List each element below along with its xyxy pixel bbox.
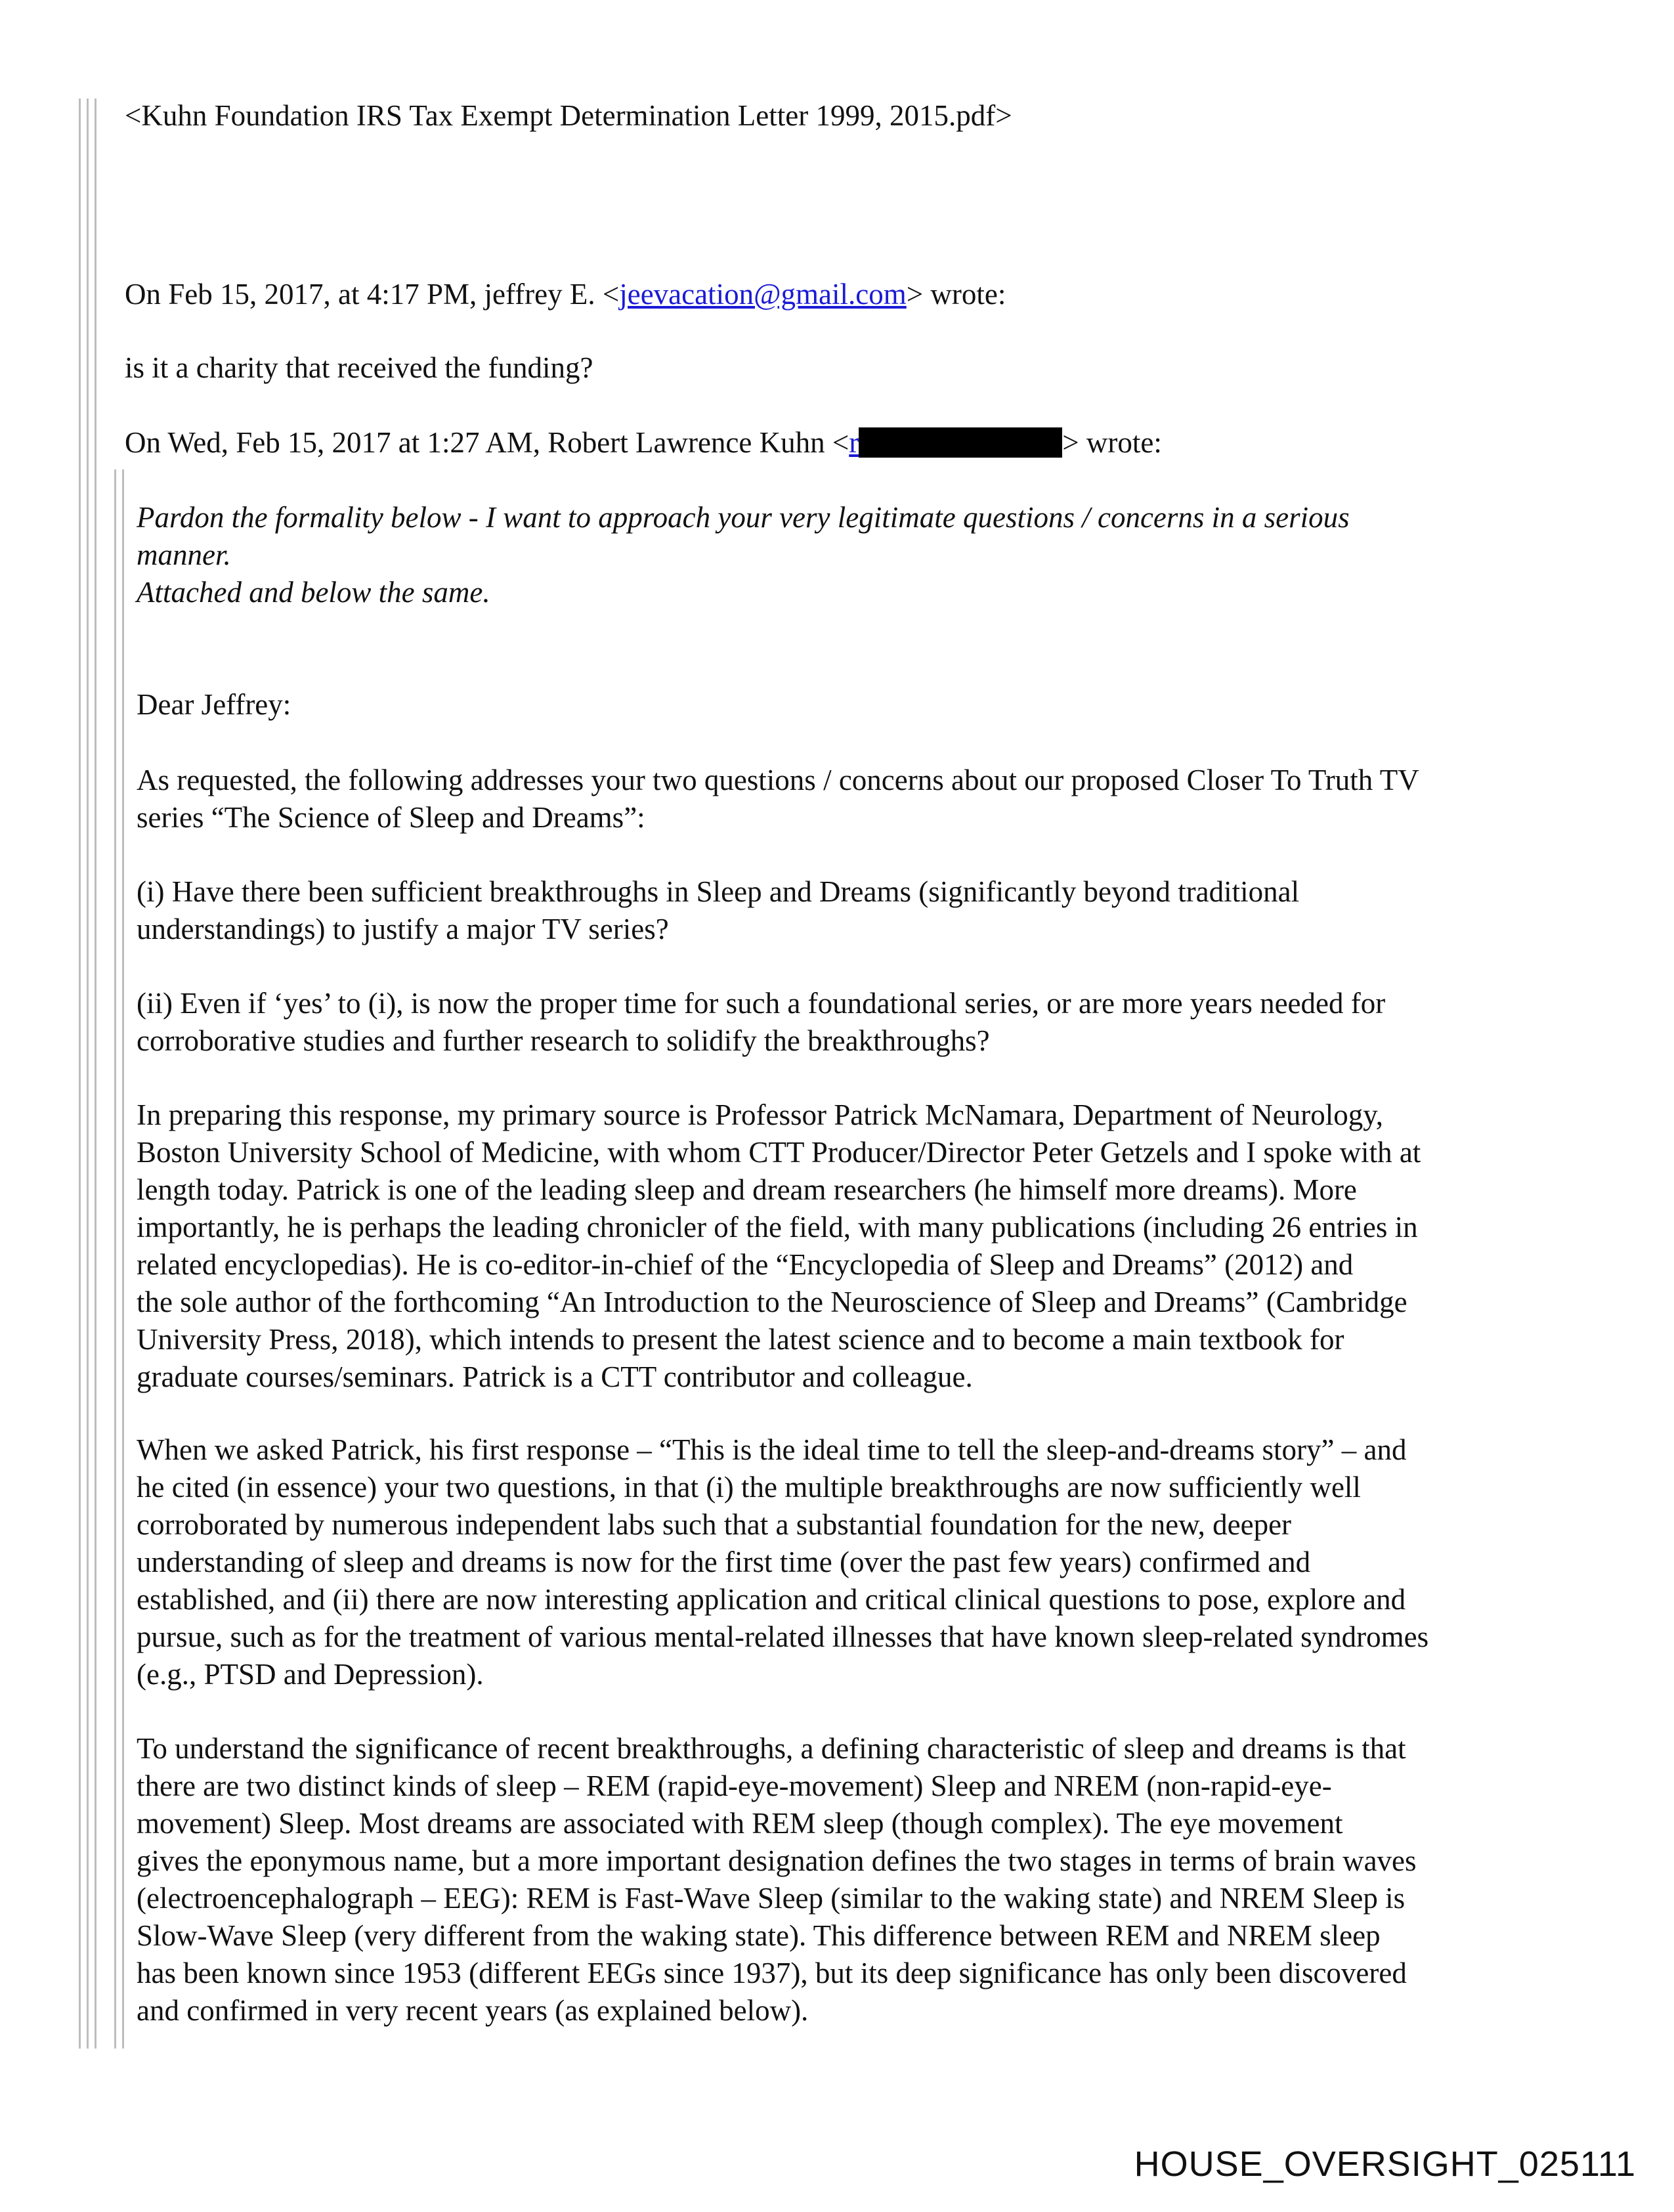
kuhn-intro-note [137, 499, 1350, 611]
paragraph-line: he cited (in essence) your two questions, in that (i) the multiple breakthroughs are now sufficiently well [137, 1471, 1361, 1504]
paragraph-line: (ii) Even if ‘yes’ to (i), is now the proper time for such a foundational series, or are more years needed for [137, 987, 1386, 1020]
header-jeffrey-suffix: > wrote: [906, 278, 1006, 311]
intro-line: manner. [137, 538, 231, 571]
paragraph-patrick-response [137, 1431, 1428, 1693]
intro-line: Attached and below the same. [137, 576, 490, 609]
paragraph-line: In preparing this response, my primary source is Professor Patrick McNamara, Department of Neurology, [137, 1098, 1384, 1131]
paragraph-line: Slow-Wave Sleep (very different from the waking state). This difference between REM and NREM sleep [137, 1919, 1381, 1952]
paragraph-line: graduate courses/seminars. Patrick is a CTT contributor and colleague. [137, 1360, 973, 1393]
paragraph-line: pursue, such as for the treatment of various mental-related illnesses that have known sleep-related syndromes [137, 1620, 1429, 1653]
quote-bar-outer-1 [79, 98, 81, 2049]
paragraph-line: understanding of sleep and dreams is now for the first time (over the past few years) confirmed and [137, 1546, 1311, 1578]
paragraph-line: corroborated by numerous independent labs such that a substantial foundation for the new, deeper [137, 1508, 1292, 1541]
paragraph-line: gives the eponymous name, but a more important designation defines the two stages in terms of brain waves [137, 1844, 1417, 1877]
jeffrey-email-link[interactable]: jeevacation@gmail.com [619, 278, 907, 311]
attachment-name[interactable]: <Kuhn Foundation IRS Tax Exempt Determination Letter 1999, 2015.pdf> [125, 99, 1012, 132]
paragraph-line: As requested, the following addresses your two questions / concerns about our proposed Closer To Truth TV [137, 764, 1419, 796]
paragraph-question-2 [137, 985, 1385, 1060]
paragraph-line: To understand the significance of recent breakthroughs, a defining characteristic of sleep and dreams is that [137, 1732, 1406, 1765]
header-jeffrey-prefix: On Feb 15, 2017, at 4:17 PM, jeffrey E. < [125, 278, 620, 311]
paragraph-line: and confirmed in very recent years (as explained below). [137, 1994, 809, 2027]
paragraph-line: importantly, he is perhaps the leading chronicler of the field, with many publications (including 26 entries in [137, 1211, 1418, 1244]
paragraph-line: corroborative studies and further research to solidify the breakthroughs? [137, 1024, 990, 1057]
intro-line: Pardon the formality below - I want to approach your very legitimate questions / concerns in a serious [137, 501, 1350, 534]
paragraph-line: related encyclopedias). He is co-editor-in-chief of the “Encyclopedia of Sleep and Dreams” (2012) and [137, 1248, 1354, 1281]
paragraph-line: (i) Have there been sufficient breakthroughs in Sleep and Dreams (significantly beyond traditional [137, 875, 1300, 908]
paragraph-line: the sole author of the forthcoming “An Introduction to the Neuroscience of Sleep and Dreams” (Cambridge [137, 1286, 1407, 1318]
email-header-kuhn [125, 424, 1162, 462]
header-kuhn-suffix: > wrote: [1062, 426, 1162, 459]
paragraph-line: (electroencephalograph – EEG): REM is Fast-Wave Sleep (similar to the waking state) and NREM Sleep is [137, 1882, 1406, 1915]
paragraph-line: has been known since 1953 (different EEGs since 1937), but its deep significance has only been discovered [137, 1957, 1407, 1989]
paragraph-line: movement) Sleep. Most dreams are associated with REM sleep (though complex). The eye movement [137, 1807, 1343, 1840]
paragraph-source [137, 1096, 1421, 1396]
paragraph-line: University Press, 2018), which intends to present the latest science and to become a main textbook for [137, 1323, 1344, 1356]
paragraph-line: (e.g., PTSD and Depression). [137, 1658, 484, 1691]
header-kuhn-prefix: On Wed, Feb 15, 2017 at 1:27 AM, Robert Lawrence Kuhn < [125, 426, 849, 459]
redaction-box [859, 427, 1062, 458]
paragraph-question-1 [137, 873, 1299, 948]
paragraph-line: there are two distinct kinds of sleep – REM (rapid-eye-movement) Sleep and NREM (non-rapid-eye- [137, 1769, 1332, 1802]
jeffrey-question: is it a charity that received the funding? [125, 351, 593, 384]
quote-bar-inner-2 [122, 469, 124, 2049]
quote-bar-outer-2 [87, 98, 89, 2049]
paragraph-request [137, 762, 1419, 836]
bates-stamp: HOUSE_OVERSIGHT_025111 [1134, 2144, 1636, 2184]
paragraph-line: series “The Science of Sleep and Dreams”: [137, 801, 645, 834]
salutation: Dear Jeffrey: [137, 688, 291, 721]
paragraph-line: understandings) to justify a major TV series? [137, 913, 669, 945]
quote-bar-outer-3 [95, 98, 97, 2049]
kuhn-email-fragment: r [849, 426, 859, 459]
paragraph-line: length today. Patrick is one of the leading sleep and dream researchers (he himself more dreams). More [137, 1173, 1357, 1206]
paragraph-rem-nrem [137, 1730, 1417, 2029]
email-header-jeffrey [125, 276, 1006, 313]
paragraph-line: When we asked Patrick, his first response – “This is the ideal time to tell the sleep-and-dreams story” – and [137, 1433, 1407, 1466]
paragraph-line: established, and (ii) there are now interesting application and critical clinical questions to pose, explore and [137, 1583, 1406, 1616]
paragraph-line: Boston University School of Medicine, with whom CTT Producer/Director Peter Getzels and I spoke with at [137, 1136, 1421, 1169]
quote-bar-inner-1 [114, 469, 116, 2049]
